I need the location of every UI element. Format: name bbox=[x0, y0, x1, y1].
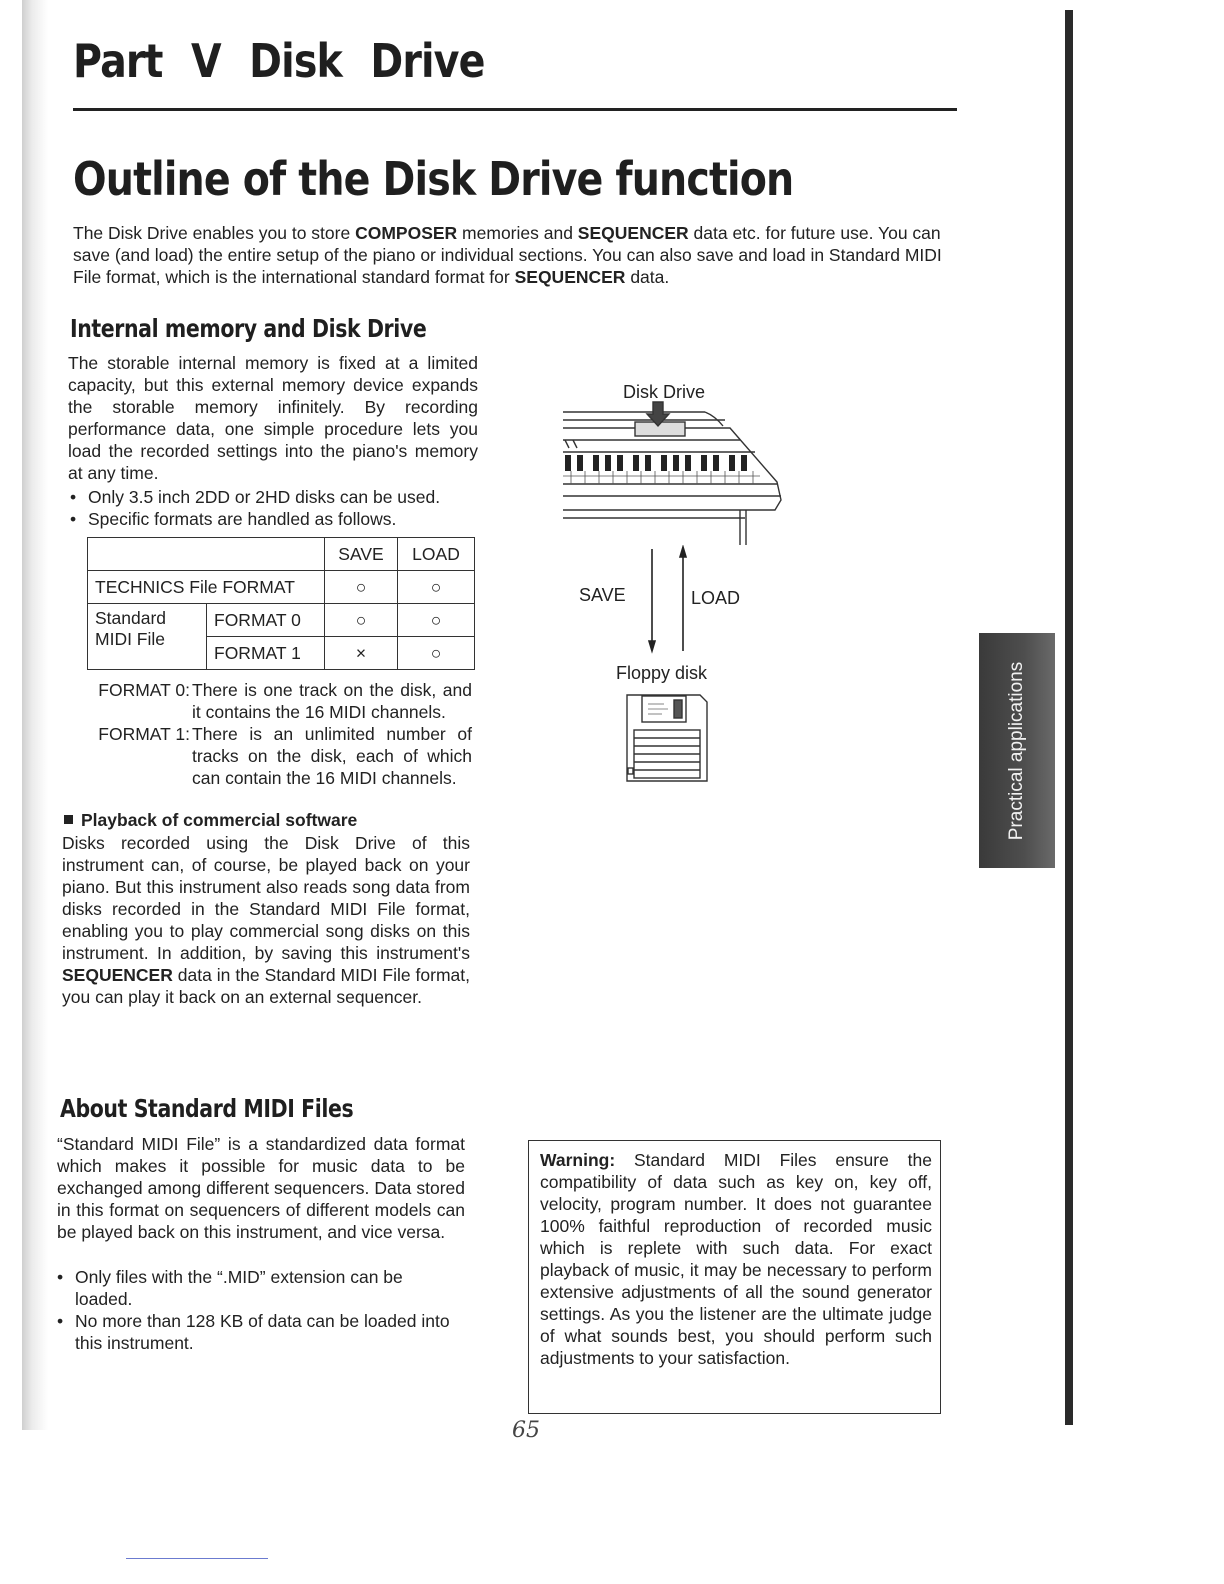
part-number: Part V bbox=[73, 34, 221, 88]
section-heading-about-midi: About Standard MIDI Files bbox=[60, 1094, 354, 1123]
load-label: LOAD bbox=[691, 588, 741, 608]
playback-text-1: Disks recorded using the Disk Drive of this instrument can, of course, be played back on your piano. But this instrument also reads song data from disks recorded in the Standard MIDI File format, enabling you to play commercial song disks on this instrument. In addition, by saving this instrument's bbox=[62, 833, 470, 963]
format-notes bbox=[84, 679, 472, 789]
list-item: • Specific formats are handled as follows. bbox=[68, 508, 478, 530]
table-cell-technics: TECHNICS File FORMAT bbox=[88, 571, 325, 604]
intro-text-4: data. bbox=[625, 267, 670, 287]
table-cell-format0: FORMAT 0 bbox=[207, 604, 325, 637]
note-text: There is one track on the disk, and it contains the 16 MIDI channels. bbox=[192, 680, 472, 722]
intro-text-3: data etc. for future use. You can save (and load) the entire setup of the piano or individual sections. You can also save and load in Standard MIDI File format, which is the international standard format for bbox=[73, 223, 942, 287]
subsection-heading-playback bbox=[64, 810, 357, 831]
list-item: • Only 3.5 inch 2DD or 2HD disks can be used. bbox=[68, 486, 478, 508]
header-rule bbox=[73, 108, 957, 111]
save-load-arrows bbox=[640, 545, 696, 655]
intro-bold-composer: COMPOSER bbox=[355, 223, 458, 243]
side-tab-practical-applications bbox=[979, 633, 1055, 868]
intro-paragraph bbox=[73, 222, 957, 288]
disk-drive-label: Disk Drive bbox=[623, 382, 706, 402]
playback-heading-text: Playback of commercial software bbox=[81, 810, 358, 830]
footer-rule bbox=[126, 1558, 268, 1559]
about-midi-bullets bbox=[55, 1266, 465, 1354]
table-cell-save-mark: × bbox=[325, 637, 398, 670]
format-table bbox=[87, 537, 475, 670]
note-text: There is an unlimited number of tracks on the disk, each of which can contain the 16 MIDI channels. bbox=[192, 724, 472, 788]
table-cell-save-mark: ○ bbox=[325, 604, 398, 637]
warning-box bbox=[528, 1140, 941, 1414]
part-title bbox=[73, 34, 485, 88]
playback-body bbox=[62, 832, 470, 1008]
warning-label: Warning: bbox=[540, 1150, 616, 1170]
table-cell-load-mark: ○ bbox=[398, 604, 475, 637]
page-title: Outline of the Disk Drive function bbox=[73, 152, 794, 206]
table-row bbox=[88, 571, 475, 604]
intro-bold-sequencer: SEQUENCER bbox=[577, 223, 689, 243]
table-cell-format1: FORMAT 1 bbox=[207, 637, 325, 670]
list-item: • Only files with the “.MID” extension can be loaded. bbox=[55, 1266, 465, 1310]
table-header-save: SAVE bbox=[325, 538, 398, 571]
table-cell-save-mark: ○ bbox=[325, 571, 398, 604]
floppy-disk-icon bbox=[624, 692, 710, 784]
intro-bold-sequencer-2: SEQUENCER bbox=[514, 267, 626, 287]
save-label: SAVE bbox=[579, 585, 626, 605]
internal-memory-bullets bbox=[68, 486, 478, 530]
note-format0 bbox=[84, 679, 472, 723]
arrow-down-icon bbox=[649, 641, 655, 651]
warning-text: Standard MIDI Files ensure the compatibility of data such as key on, key off, velocity, program number. It does not guarantee 100% faithful reproduction of recorded music which is replete with such data. For exact playback of music, it may be necessary to perform extensive adjustments of all the sound generator settings. As you the listener are the ultimate judge of what sounds best, you should perform such adjustments to your satisfaction. bbox=[540, 1150, 932, 1368]
note-key: FORMAT 1: bbox=[98, 724, 190, 744]
table-cell-load-mark: ○ bbox=[398, 571, 475, 604]
table-cell-load-mark: ○ bbox=[398, 637, 475, 670]
table-header-load: LOAD bbox=[398, 538, 475, 571]
playback-text-2: data in the Standard MIDI File format, you can play it back on an external sequencer. bbox=[62, 965, 470, 1007]
list-item: • No more than 128 KB of data can be loaded into this instrument. bbox=[55, 1310, 465, 1354]
about-midi-body: “Standard MIDI File” is a standardized data format which makes it possible for music data to be exchanged among different sequencers. Data stored in this format on sequencers of different models can be played back on this instrument, and vice versa. bbox=[57, 1134, 465, 1242]
scan-shadow bbox=[22, 0, 48, 1430]
part-name: Disk Drive bbox=[249, 34, 485, 88]
side-tab-label: Practical applications bbox=[1006, 661, 1027, 840]
internal-memory-body: The storable internal memory is fixed at a limited capacity, but this external memory device expands the storable memory infinitely. By recording performance data, one simple procedure lets you load the recorded settings into the piano's memory at any time. bbox=[68, 353, 478, 483]
square-bullet-icon bbox=[64, 815, 73, 824]
table-corner-cell bbox=[88, 538, 325, 571]
page-number: 65 bbox=[512, 1418, 540, 1443]
note-key: FORMAT 0: bbox=[98, 680, 190, 700]
table-header-row bbox=[88, 538, 475, 571]
floppy-disk-label: Floppy disk bbox=[616, 663, 708, 683]
section-heading-internal-memory: Internal memory and Disk Drive bbox=[70, 314, 427, 343]
note-format1 bbox=[84, 723, 472, 789]
page-edge-bar bbox=[1065, 10, 1073, 1425]
table-cell-standard-midi: Standard MIDI File bbox=[88, 604, 207, 670]
piano-illustration bbox=[555, 400, 795, 555]
intro-text-2: memories and bbox=[457, 223, 578, 243]
intro-text-1: The Disk Drive enables you to store bbox=[73, 223, 356, 243]
playback-bold-sequencer: SEQUENCER bbox=[62, 965, 173, 985]
arrow-up-icon bbox=[680, 547, 686, 557]
table-row bbox=[88, 604, 475, 637]
